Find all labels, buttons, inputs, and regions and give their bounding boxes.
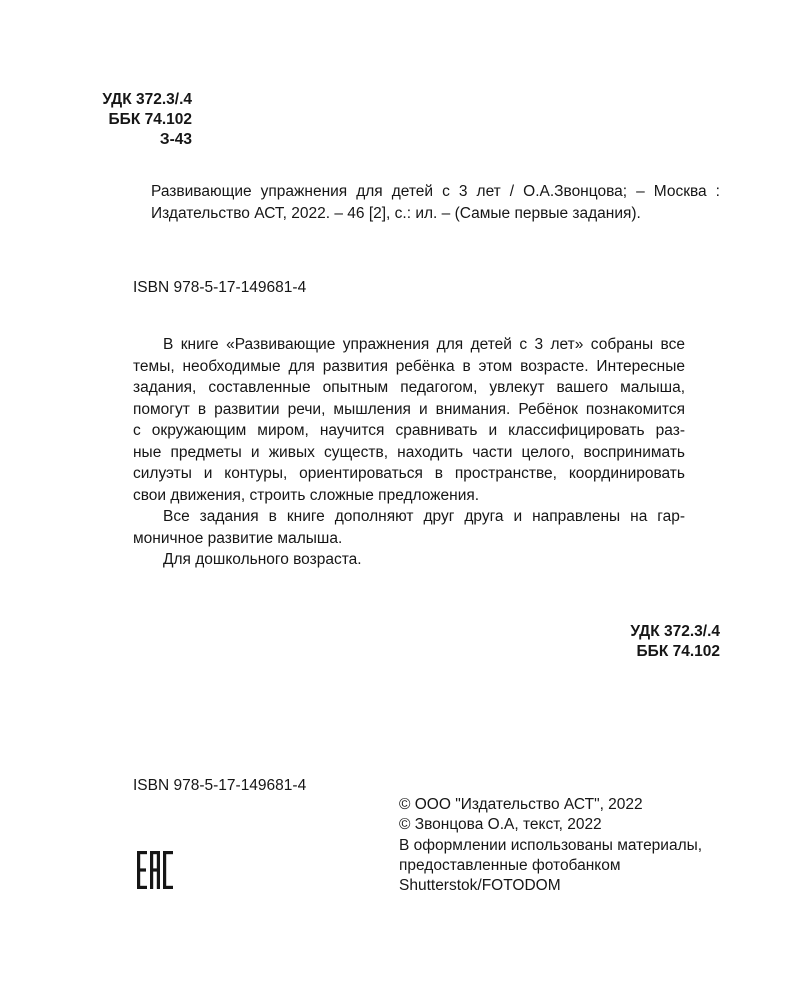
copyright-line: © Звонцова О.А, текст, 2022 (399, 816, 602, 834)
bibliographic-record-line: Развивающие упражнения для детей с 3 лет / О.А.Звонцова; – Москва : (151, 183, 720, 200)
annotation (133, 334, 685, 571)
copyright-block (399, 795, 739, 896)
classification-block-top (60, 90, 192, 150)
annotation-line: темы, необходимые для развития ребёнка в этом возрасте. Интересные (133, 357, 685, 375)
annotation-line: Все задания в книге дополняют друг друга и направлены на гар- (163, 508, 685, 525)
annotation-line: свои движения, строить сложные предложения. (133, 486, 480, 504)
annotation-line: В книге «Развивающие упражнения для детей с 3 лет» собраны все (163, 336, 685, 353)
bibliographic-record-line: Издательство АСТ, 2022. – 46 [2], с.: ил. – (Самые первые задания). (151, 205, 641, 222)
annotation-line: задания, составленные опытным педагогом, увлекут вашего малыша, (133, 379, 685, 396)
credits-line: предоставленные фотобанком (399, 856, 621, 874)
isbn-top: ISBN 978-5-17-149681-4 (133, 279, 307, 296)
copyright-line: © ООО "Издательство АСТ", 2022 (399, 796, 643, 813)
annotation-line: моничное развитие малыша. (133, 529, 343, 547)
bbk-code: ББК 74.102 (636, 643, 720, 660)
udk-code: УДК 372.3/.4 (630, 623, 720, 640)
bibliographic-record (151, 181, 720, 225)
bbk-code: ББК 74.102 (108, 111, 192, 128)
udk-code: УДК 372.3/.4 (102, 91, 192, 108)
credits-line: Shutterstok/FOTODOM (399, 877, 561, 894)
annotation-line: ные предметы и живых существ, находить части целого, воспринимать (133, 443, 685, 461)
isbn-bottom: ISBN 978-5-17-149681-4 (133, 777, 307, 794)
eac-conformity-mark-icon (137, 851, 173, 889)
annotation-line: силуэты и контуры, ориентироваться в пространстве, координировать (133, 465, 685, 482)
annotation-line: с окружающим миром, научится сравнивать и классифицировать раз- (133, 422, 685, 439)
author-mark: З-43 (159, 131, 192, 148)
classification-block-bottom (560, 622, 720, 662)
annotation-line: помогут в развитии речи, мышления и внимания. Ребёнок познакомится (133, 400, 685, 418)
credits-line: В оформлении использованы материалы, (399, 836, 703, 854)
audience-note: Для дошкольного возраста. (163, 551, 362, 568)
